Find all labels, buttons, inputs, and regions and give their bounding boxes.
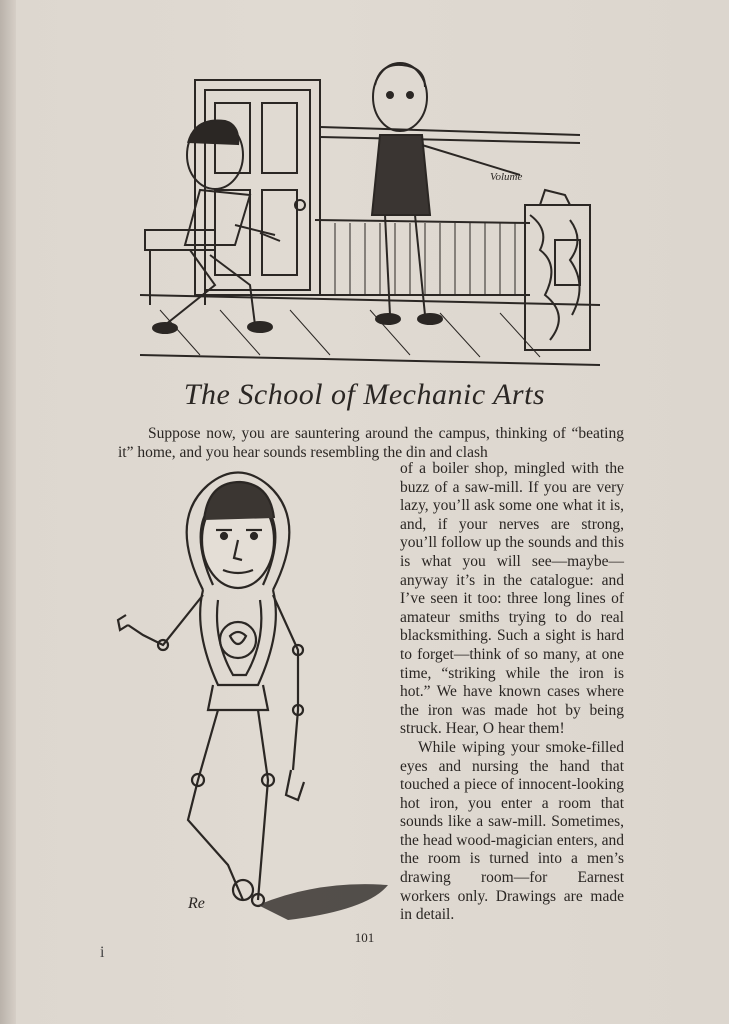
margin-mark: i [100, 944, 105, 961]
binding-gutter [0, 0, 16, 1024]
svg-text:Volume: Volume [490, 171, 523, 183]
page-number: 101 [354, 930, 375, 945]
lead-paragraph: Suppose now, you are sauntering around the campus, thinking of “beating it” home, and you hear sounds resembling the din and clash [118, 425, 624, 461]
article-title: The School of Mechanic Arts [183, 378, 546, 411]
classroom-cartoon-illustration [140, 55, 610, 375]
text-column [400, 460, 624, 925]
svg-text:Re: Re [188, 895, 205, 912]
column-paragraph-1: of a boiler shop, mingled with the buzz of a saw-mill. If you are very lazy, you’ll ask some one what it is, and, if your nerves are strong, you’ll follow up the sounds and this is what you will see—maybe—anyway it’s in the catalogue: and I’ve seen it too: three long lines of amateur smiths trying to do real blacksmithing. Such a sight is hard to forget—think of so many, at one time, “striking while the iron is hot.” We have known cases where the iron was made hot by being struck. Hear, O hear them! [400, 460, 624, 738]
mechanical-man-caricature-illustration [108, 460, 398, 940]
column-paragraph-2: While wiping your smoke-filled eyes and nursing the hand that touched a piece of innocent-looking hot iron, you enter a room that sounds like a saw-mill. Sometimes, the head wood-magician enters, and the room is turned into a men’s drawing room—for Earnest workers only. Drawings are made in detail. [400, 738, 624, 924]
